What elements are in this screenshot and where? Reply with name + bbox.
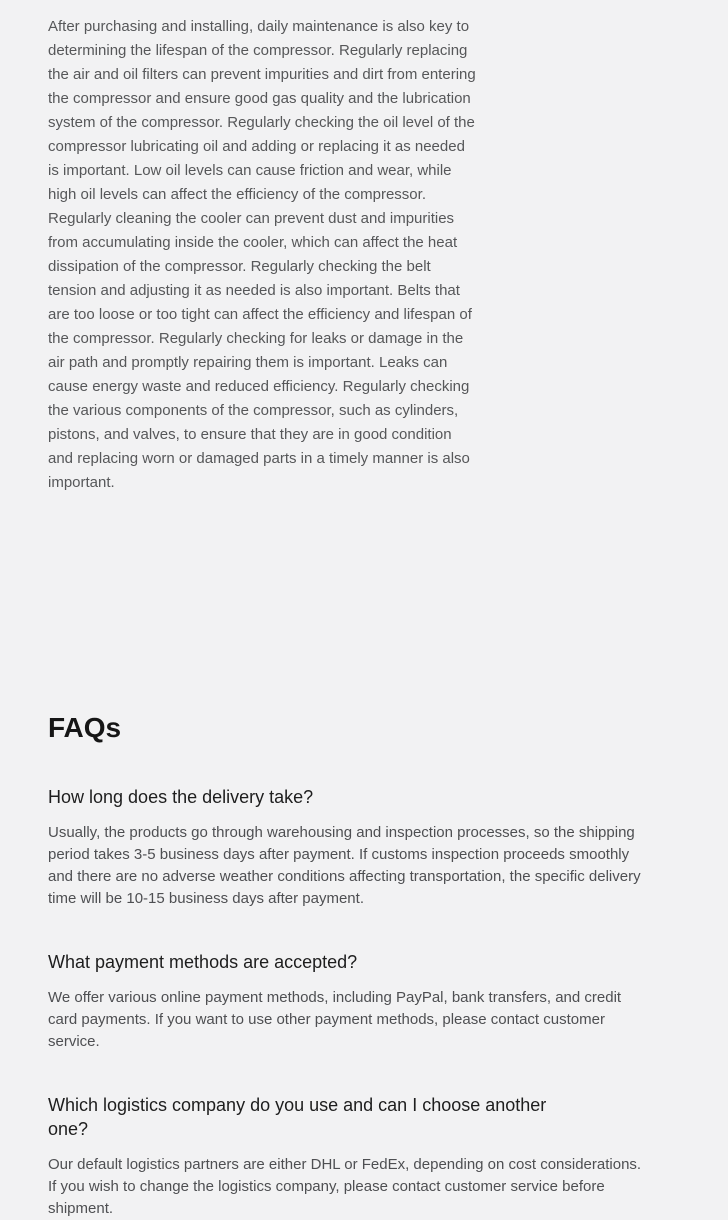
faq-answer-delivery: Usually, the products go through warehousing and inspection processes, so the shipping period takes 3-5 business days after payment. If customs inspection proceeds smoothly and there are no adverse weather conditions affecting transportation, the specific delivery time will be 10-15 business days after payment.: [48, 824, 641, 907]
faq-question-logistics: Which logistics company do you use and can I choose another one?: [48, 1095, 547, 1139]
faq-question-delivery: How long does the delivery take?: [48, 787, 314, 807]
faqs-heading: FAQs: [48, 712, 122, 743]
faq-item-delivery: [48, 785, 680, 910]
maintenance-paragraph: After purchasing and installing, daily maintenance is also key to determining the lifespan of the compressor. Regularly replacing the air and oil filters can prevent impurities and dirt from entering the compressor and ensure good gas quality and the lubrication system of the compressor. Regularly checking the oil level of the compressor lubricating oil and adding or replacing it as needed is important. Low oil levels can cause friction and wear, while high oil levels can affect the efficiency of the compressor. Regularly cleaning the cooler can prevent dust and impurities from accumulating inside the cooler, which can affect the heat dissipation of the compressor. Regularly checking the belt tension and adjusting it as needed is also important. Belts that are too loose or too tight can affect the efficiency and lifespan of the compressor. Regularly checking for leaks or damage in the air path and promptly repairing them is important. Leaks can cause energy waste and reduced efficiency. Regularly checking the various components of the compressor, such as cylinders, pistons, and valves, to ensure that they are in good condition and replacing worn or damaged parts in a timely manner is also important.: [48, 18, 476, 491]
faq-question-payment: What payment methods are accepted?: [48, 952, 358, 972]
faq-answer-logistics: Our default logistics partners are either DHL or FedEx, depending on cost considerations. If you wish to change the logistics company, please contact customer service before shipment.: [48, 1156, 642, 1217]
faq-item-logistics: [48, 1093, 680, 1220]
faq-answer-payment: We offer various online payment methods, including PayPal, bank transfers, and credit card payments. If you want to use other payment methods, please contact customer service.: [48, 989, 622, 1050]
faq-item-payment: [48, 950, 680, 1053]
